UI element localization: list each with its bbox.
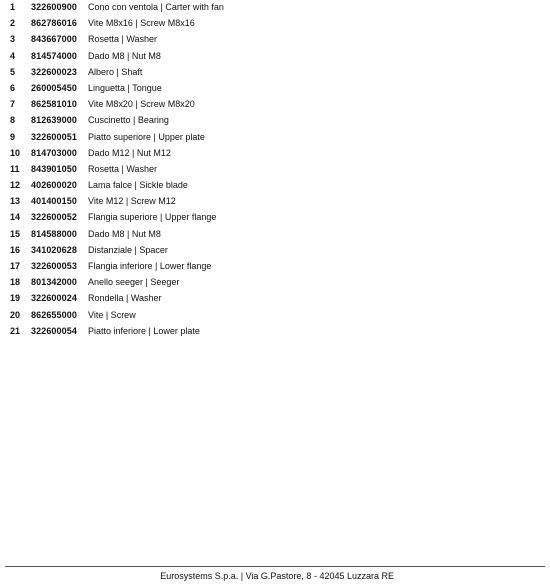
part-row: [0, 290, 550, 306]
part-description: Dado M8 | Nut M8: [88, 228, 161, 239]
part-code: 814703000: [31, 147, 77, 158]
part-description: Rondella | Washer: [88, 293, 162, 304]
part-row: [0, 31, 550, 47]
part-description: Vite | Screw: [88, 309, 136, 320]
part-description: Piatto superiore | Upper plate: [88, 131, 205, 142]
part-row: [0, 226, 550, 242]
part-number: 14: [10, 212, 21, 223]
part-number: 9: [10, 131, 16, 142]
part-description: Dado M8 | Nut M8: [88, 50, 161, 61]
part-row: [0, 307, 550, 323]
part-number: 18: [10, 277, 21, 288]
part-row: [0, 242, 550, 258]
part-description: Rosetta | Washer: [88, 163, 158, 174]
part-number: 16: [10, 244, 21, 255]
part-description: Anello seeger | Seeger: [88, 277, 180, 288]
part-row: [0, 48, 550, 64]
part-row: [0, 112, 550, 128]
part-number: 10: [10, 147, 21, 158]
part-row: [0, 80, 550, 96]
part-number: 19: [10, 293, 21, 304]
part-description: Vite M12 | Screw M12: [88, 196, 176, 207]
part-row: [0, 258, 550, 274]
part-description: Dado M12 | Nut M12: [88, 147, 171, 158]
part-row: [0, 96, 550, 112]
part-number: 4: [10, 50, 16, 61]
part-code: 843901050: [31, 163, 77, 174]
part-code: 322600052: [31, 212, 77, 223]
part-code: 843667000: [31, 34, 77, 45]
part-number: 11: [10, 163, 20, 174]
part-number: 20: [10, 309, 21, 320]
part-code: 322600053: [31, 261, 77, 271]
part-code: 322600051: [31, 131, 77, 142]
part-code: 812639000: [31, 115, 77, 126]
part-number: 7: [10, 99, 16, 110]
part-code: 322600024: [31, 293, 77, 304]
part-code: 862786016: [31, 18, 77, 29]
part-row: [0, 161, 550, 177]
part-description: Flangia inferiore | Lower flange: [88, 261, 212, 271]
part-description: Cuscinetto | Bearing: [88, 115, 169, 126]
footer-divider: [5, 566, 545, 567]
part-code: 862655000: [31, 309, 77, 320]
part-code: 341020628: [31, 244, 77, 255]
part-description: Albero | Shaft: [88, 66, 143, 77]
part-number: 12: [10, 180, 21, 191]
part-description: Lama falce | Sickle blade: [88, 180, 188, 191]
part-code: 402600020: [31, 180, 77, 191]
part-row: [0, 145, 550, 161]
part-code: 322600900: [31, 2, 77, 12]
part-row: [0, 177, 550, 193]
part-description: Distanziale | Spacer: [88, 244, 168, 255]
part-row: [0, 274, 550, 290]
part-row: [0, 64, 550, 80]
part-row: [0, 15, 550, 31]
part-code: 814574000: [31, 50, 77, 61]
part-row: [0, 323, 550, 339]
part-number: 3: [10, 34, 16, 45]
part-number: 2: [10, 18, 16, 29]
part-code: 322600023: [31, 66, 77, 77]
part-row: [0, 193, 550, 209]
part-row: [0, 129, 550, 145]
part-code: 322600054: [31, 325, 77, 336]
part-number: 15: [10, 228, 21, 239]
part-row: [0, 209, 550, 225]
part-description: Vite M8x16 | Screw M8x16: [88, 18, 195, 29]
part-row: [0, 0, 550, 15]
part-number: 13: [10, 196, 21, 207]
part-code: 801342000: [31, 277, 77, 288]
part-description: Linguetta | Tongue: [88, 82, 162, 93]
part-number: 21: [10, 325, 21, 336]
part-number: 5: [10, 66, 16, 77]
part-number: 6: [10, 82, 16, 93]
part-code: 862581010: [31, 99, 77, 110]
part-description: Rosetta | Washer: [88, 34, 158, 45]
part-code: 401400150: [31, 196, 77, 207]
footer-company-address: Eurosystems S.p.a. | Via G.Pastore, 8 - 42045 Luzzara RE: [160, 571, 394, 581]
part-description: Flangia superiore | Upper flange: [88, 212, 217, 223]
part-number: 8: [10, 115, 16, 126]
part-description: Vite M8x20 | Screw M8x20: [88, 99, 195, 110]
part-number: 17: [10, 261, 21, 271]
part-number: 1: [10, 2, 16, 12]
part-code: 814588000: [31, 228, 77, 239]
part-code: 260005450: [31, 82, 77, 93]
part-description: Piatto inferiore | Lower plate: [88, 325, 200, 336]
part-description: Cono con ventola | Carter with fan: [88, 2, 224, 12]
